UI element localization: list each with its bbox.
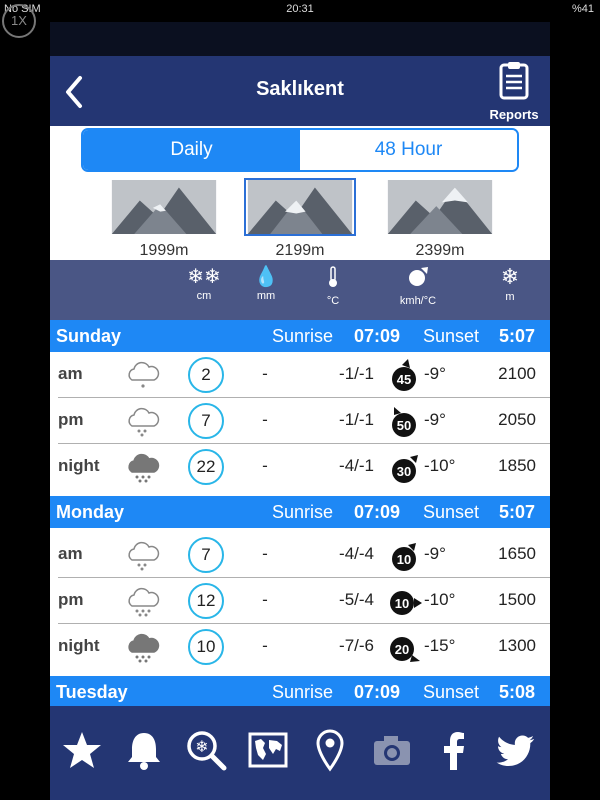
- wind-speed: 20: [394, 642, 410, 657]
- altitude-label: 2399m: [415, 242, 465, 259]
- period-label: night: [58, 456, 100, 475]
- sunrise-label: Sunrise: [272, 326, 334, 346]
- tab-48-hour[interactable]: 48 Hour: [300, 130, 517, 170]
- camera-icon[interactable]: [370, 728, 414, 772]
- altitude-option-low[interactable]: [106, 178, 222, 260]
- battery-level: %41: [571, 3, 594, 15]
- zoom-mode-button[interactable]: 1X: [2, 4, 36, 38]
- unit-rain: [236, 266, 296, 302]
- temperature-value: -1/-1: [339, 410, 374, 429]
- snow-search-icon[interactable]: [184, 728, 228, 772]
- location-pin-icon[interactable]: [308, 728, 352, 772]
- altitude-label: 2199m: [275, 242, 325, 259]
- bell-icon[interactable]: [122, 728, 166, 772]
- wind-speed: 10: [394, 596, 410, 611]
- thermometer-icon: [326, 266, 340, 288]
- reports-button[interactable]: [484, 60, 544, 122]
- unit-snow: [174, 266, 234, 302]
- snowfall-value: 2: [188, 357, 224, 393]
- sunrise-label: Sunrise: [272, 682, 334, 702]
- snow-level-value: 2100: [498, 364, 536, 383]
- snow-level-value: 2050: [498, 410, 536, 429]
- temperature-value: -5/-4: [339, 590, 374, 609]
- wind-chill-value: -15°: [424, 636, 456, 655]
- wind-speed: 50: [396, 418, 412, 433]
- snow-level-value: 1300: [498, 636, 536, 655]
- day-name: Tuesday: [56, 682, 128, 702]
- period-label: pm: [58, 410, 84, 429]
- sunrise-time: 07:09: [354, 502, 401, 522]
- period-label: pm: [58, 590, 84, 609]
- snowfall-value: 22: [188, 449, 224, 485]
- snowflakes-icon: ❄❄: [187, 266, 221, 288]
- snow-cloud-icon: [124, 538, 162, 572]
- wind-chill-value: -9°: [424, 410, 446, 429]
- forecast-row: [50, 444, 550, 490]
- sunrise-label: Sunrise: [272, 502, 334, 522]
- altitude-selector: [50, 178, 550, 260]
- wind-direction-icon: [407, 266, 429, 288]
- period-label: night: [58, 636, 100, 655]
- unit-wind: [388, 266, 448, 307]
- snow-cloud-icon: [124, 404, 162, 438]
- wind-icon: [388, 405, 424, 439]
- unit-temp-label: °C: [326, 295, 340, 307]
- rain-value: -: [262, 636, 268, 655]
- wind-chill-value: -10°: [424, 456, 456, 475]
- rain-value: -: [262, 590, 268, 609]
- rain-value: -: [262, 544, 268, 563]
- sunset-time: 5:07: [499, 326, 536, 346]
- star-icon[interactable]: [60, 728, 104, 772]
- rain-value: -: [262, 364, 268, 383]
- clipboard-icon: [497, 60, 531, 100]
- unit-level-label: m: [505, 291, 515, 303]
- carrier-label: No SIM: [4, 3, 41, 15]
- sunrise-time: 07:09: [354, 682, 401, 702]
- altitude-option-high[interactable]: [382, 178, 498, 260]
- day-header-tuesday: [50, 676, 550, 708]
- snow-level-value: 1500: [498, 590, 536, 609]
- wind-icon: [388, 585, 424, 619]
- snowfall-value: 7: [188, 403, 224, 439]
- unit-snow-label: cm: [196, 290, 212, 302]
- sunset-label: Sunset: [423, 502, 480, 522]
- raindrops-icon: 💧: [253, 266, 279, 288]
- day-name: Sunday: [56, 326, 122, 346]
- temperature-value: -1/-1: [339, 364, 374, 383]
- period-label: am: [58, 544, 83, 563]
- altitude-option-mid[interactable]: [242, 178, 358, 260]
- wind-chill-value: -9°: [424, 544, 446, 563]
- facebook-icon[interactable]: [432, 728, 476, 772]
- wind-speed: 10: [396, 552, 412, 567]
- altitude-label: 1999m: [139, 242, 189, 259]
- temperature-value: -4/-1: [339, 456, 374, 475]
- rain-value: -: [262, 410, 268, 429]
- light-snow-cloud-icon: [124, 358, 162, 392]
- status-bar: [0, 0, 600, 18]
- rain-value: -: [262, 456, 268, 475]
- wind-speed: 30: [396, 464, 412, 479]
- mountain-icon: [384, 178, 496, 236]
- sunset-label: Sunset: [423, 682, 480, 702]
- unit-level: [480, 266, 540, 303]
- svg-text:❄: ❄: [195, 737, 209, 756]
- snowfall-value: 7: [188, 537, 224, 573]
- snowfall-value: 12: [188, 583, 224, 619]
- snow-level-value: 1650: [498, 544, 536, 563]
- clock: 20:31: [286, 3, 314, 15]
- tab-daily[interactable]: Daily: [83, 130, 300, 170]
- unit-temp: [303, 266, 363, 307]
- snow-cloud-icon: [124, 584, 162, 618]
- unit-wind-label: kmh/°C: [399, 295, 437, 307]
- heavy-snow-cloud-icon: [124, 450, 162, 484]
- wind-icon: [388, 451, 424, 485]
- wind-speed: 45: [396, 372, 412, 387]
- temperature-value: -4/-4: [339, 544, 374, 563]
- forecast-row: [50, 578, 550, 624]
- nav-bar: [50, 56, 550, 126]
- forecast-row: [50, 532, 550, 578]
- world-map-icon[interactable]: [246, 728, 290, 772]
- bottom-tab-bar: [50, 706, 550, 800]
- snow-level-value: 1850: [498, 456, 536, 475]
- forecast-row: [50, 624, 550, 670]
- forecast-row: [50, 352, 550, 398]
- day-header-sunday: [50, 320, 550, 352]
- wind-icon: [388, 539, 424, 573]
- app-window: [50, 22, 550, 800]
- sunrise-time: 07:09: [354, 326, 401, 346]
- wind-icon: [388, 359, 424, 393]
- forecast-row: [50, 398, 550, 444]
- period-label: am: [58, 364, 83, 383]
- sunset-time: 5:08: [499, 682, 536, 702]
- day-name: Monday: [56, 502, 125, 522]
- day-header-monday: [50, 496, 550, 528]
- sunset-label: Sunset: [423, 326, 480, 346]
- temperature-value: -7/-6: [339, 636, 374, 655]
- reports-label: Reports: [489, 107, 539, 122]
- mountain-icon: [244, 178, 356, 236]
- page-title: Saklıkent: [256, 78, 344, 100]
- sunset-time: 5:07: [499, 502, 536, 522]
- twitter-icon[interactable]: [494, 728, 538, 772]
- top-strip: [50, 22, 550, 56]
- mountain-icon: [108, 178, 220, 236]
- wind-chill-value: -9°: [424, 364, 446, 383]
- unit-rain-label: mm: [256, 290, 276, 302]
- forecast-range-toggle: [81, 128, 519, 172]
- snowfall-value: 10: [188, 629, 224, 665]
- snowflake-icon: ❄: [500, 264, 520, 289]
- units-header: [50, 260, 550, 320]
- wind-chill-value: -10°: [424, 590, 456, 609]
- heavy-snow-cloud-icon: [124, 630, 162, 664]
- wind-icon: [388, 631, 424, 665]
